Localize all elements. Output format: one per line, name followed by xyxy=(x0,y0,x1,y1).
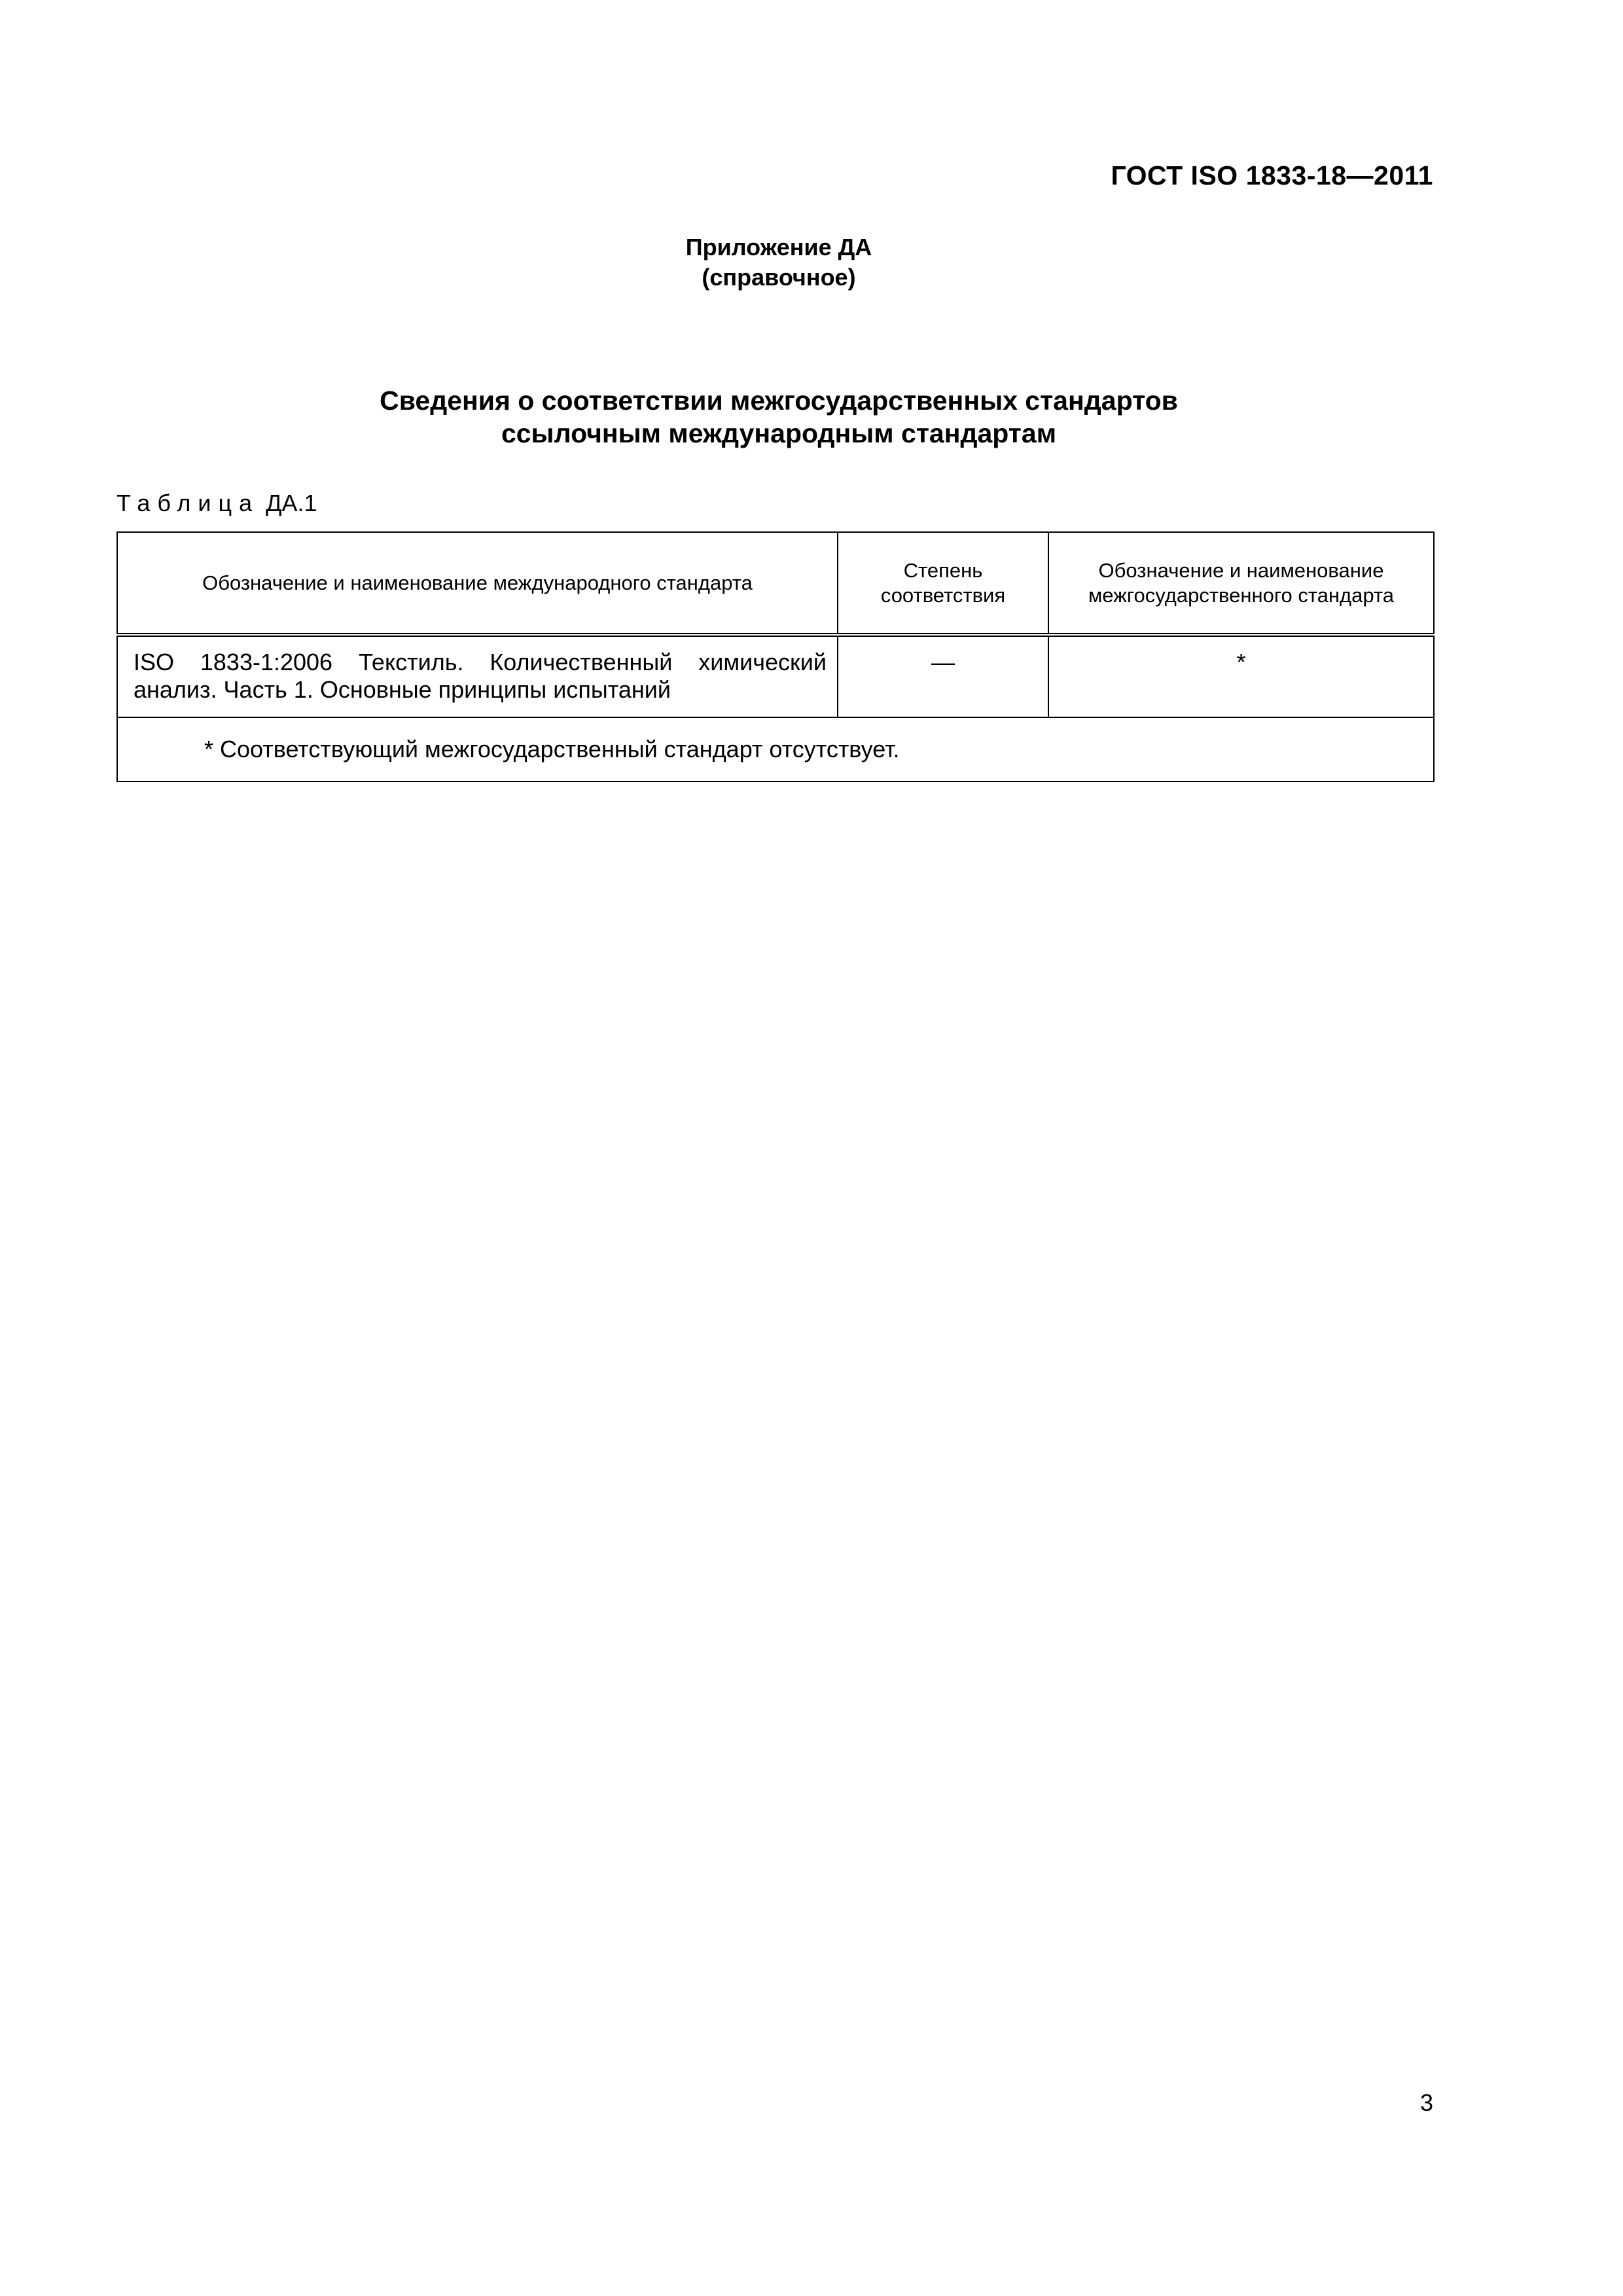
document-code: ГОСТ ISO 1833-18—2011 xyxy=(1111,160,1433,190)
degree-cell: — xyxy=(838,635,1048,717)
section-title xyxy=(0,384,1558,450)
appendix-label: Приложение ДА xyxy=(685,234,872,260)
header-degree-of-correspondence: Степень соответствия xyxy=(838,532,1048,635)
correspondence-table xyxy=(116,531,1435,782)
header-international-standard: Обозначение и наименование международного стандарта xyxy=(117,532,838,635)
interstate-standard-cell: * xyxy=(1048,635,1434,717)
section-title-line-1: Сведения о соответствии межгосударственных стандартов xyxy=(380,386,1178,416)
table-caption-number: ДА.1 xyxy=(266,490,317,516)
table-footnote: * Соответствующий межгосударственный стандарт отсутствует. xyxy=(117,717,1434,781)
international-standard-cell: ISO 1833-1:2006 Текстиль. Количественный химический анализ. Часть 1. Основные принципы испытаний xyxy=(117,635,838,717)
section-title-line-2: ссылочным международным стандартам xyxy=(501,418,1057,448)
header-interstate-standard: Обозначение и наименование межгосударственного стандарта xyxy=(1048,532,1434,635)
table-row xyxy=(117,635,1434,717)
page-number: 3 xyxy=(1419,2089,1433,2116)
appendix-type: (справочное) xyxy=(702,264,856,291)
appendix-heading xyxy=(0,232,1558,293)
table-header-row xyxy=(117,532,1434,635)
table-caption-word: Таблица xyxy=(116,490,260,516)
footnote-row xyxy=(117,717,1434,781)
table-caption xyxy=(116,490,317,517)
